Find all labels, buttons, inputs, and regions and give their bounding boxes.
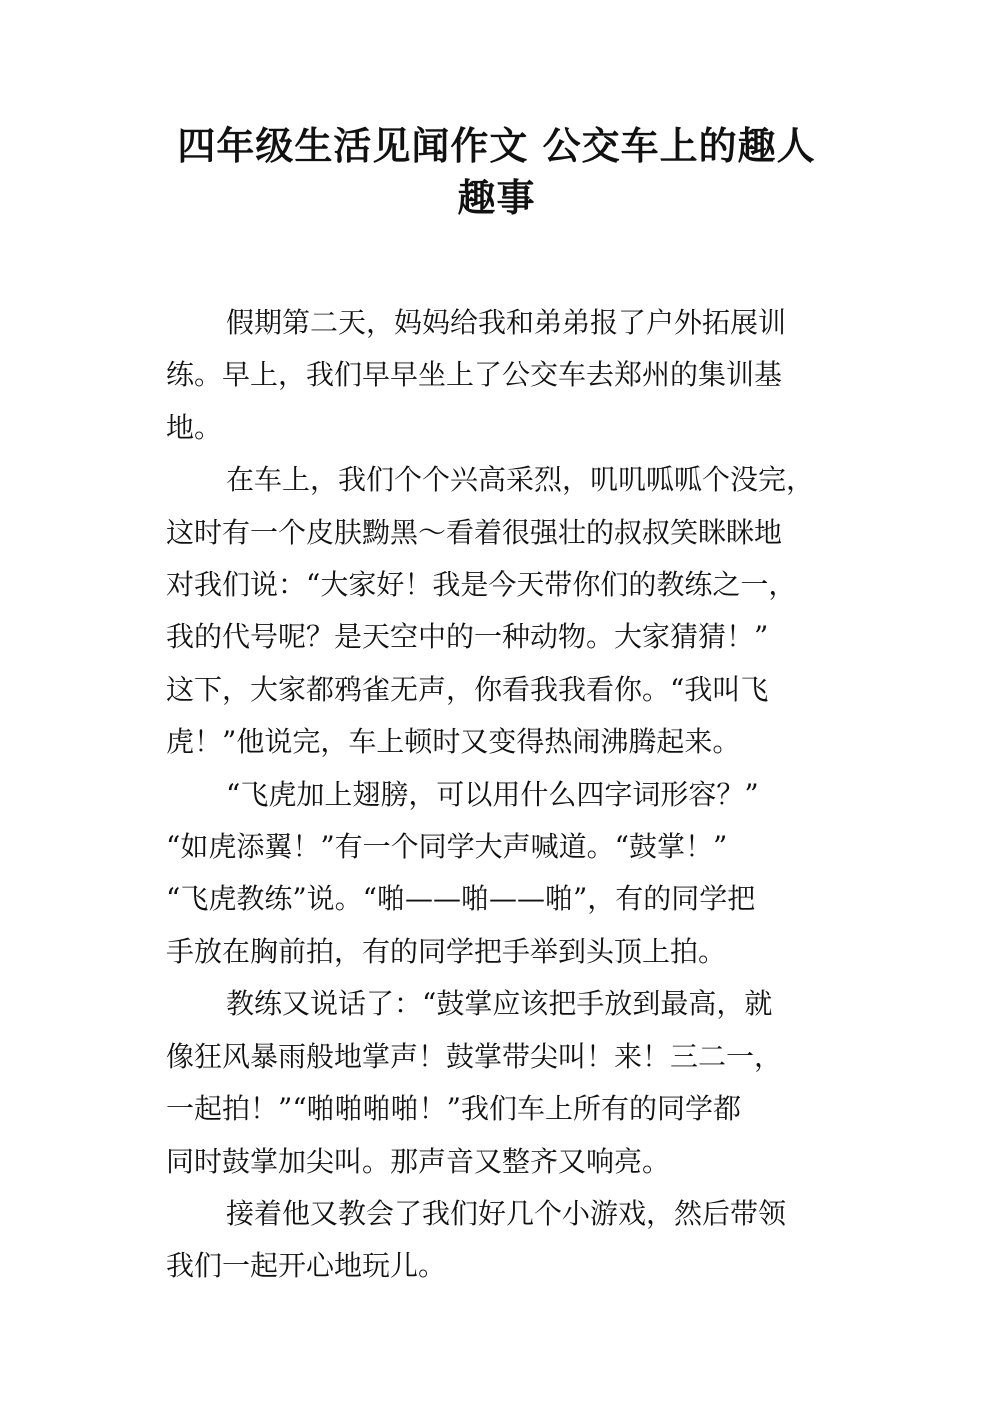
title-line: 四年级生活见闻作文 公交车上的趣人 xyxy=(177,124,816,168)
text-line: “飞虎教练”说。“啪——啪——啪”，有的同学把 xyxy=(166,882,756,916)
paragraph-3 xyxy=(166,769,838,979)
paragraph-2 xyxy=(166,454,838,768)
text-line: 这时有一个皮肤黝黑～看着很强壮的叔叔笑眯眯地 xyxy=(166,515,783,549)
document-title xyxy=(120,120,873,224)
text-line: 在车上，我们个个兴高采烈，叽叽呱呱个没完， xyxy=(226,463,815,497)
text-line: 同时鼓掌加尖叫。那声音又整齐又响亮。 xyxy=(166,1144,671,1178)
text-line: 我的代号呢？是天空中的一种动物。大家猜猜！” xyxy=(166,620,769,654)
text-line: 地。 xyxy=(166,410,223,444)
paragraph-4 xyxy=(166,978,838,1188)
text-line: “飞虎加上翅膀，可以用什么四字词形容？” xyxy=(226,777,759,811)
text-line: “如虎添翼！”有一个同学大声喊道。“鼓掌！” xyxy=(166,830,728,864)
title-line: 趣事 xyxy=(457,176,536,220)
text-line: 一起拍！”“啪啪啪啪！”我们车上所有的同学都 xyxy=(166,1092,741,1126)
text-line: 教练又说话了：“鼓掌应该把手放到最高，就 xyxy=(226,987,773,1021)
text-line: 我们一起开心地玩儿。 xyxy=(166,1249,447,1283)
paragraph-5 xyxy=(166,1188,838,1293)
text-line: 接着他又教会了我们好几个小游戏，然后带领 xyxy=(226,1196,787,1230)
text-line: 练。早上，我们早早坐上了公交车去郑州的集训基 xyxy=(166,358,783,392)
text-line: 虎！”他说完，车上顿时又变得热闹沸腾起来。 xyxy=(166,725,741,759)
text-line: 假期第二天，妈妈给我和弟弟报了户外拓展训 xyxy=(226,306,787,339)
text-line: 手放在胸前拍，有的同学把手举到头顶上拍。 xyxy=(166,934,727,968)
paragraph-1 xyxy=(166,297,838,454)
document-body xyxy=(166,297,838,1293)
text-line: 对我们说：“大家好！我是今天带你们的教练之一， xyxy=(166,568,797,602)
text-line: 像狂风暴雨般地掌声！鼓掌带尖叫！来！三二一， xyxy=(166,1039,783,1073)
text-line: 这下，大家都鸦雀无声，你看我我看你。“我叫飞 xyxy=(166,672,769,706)
